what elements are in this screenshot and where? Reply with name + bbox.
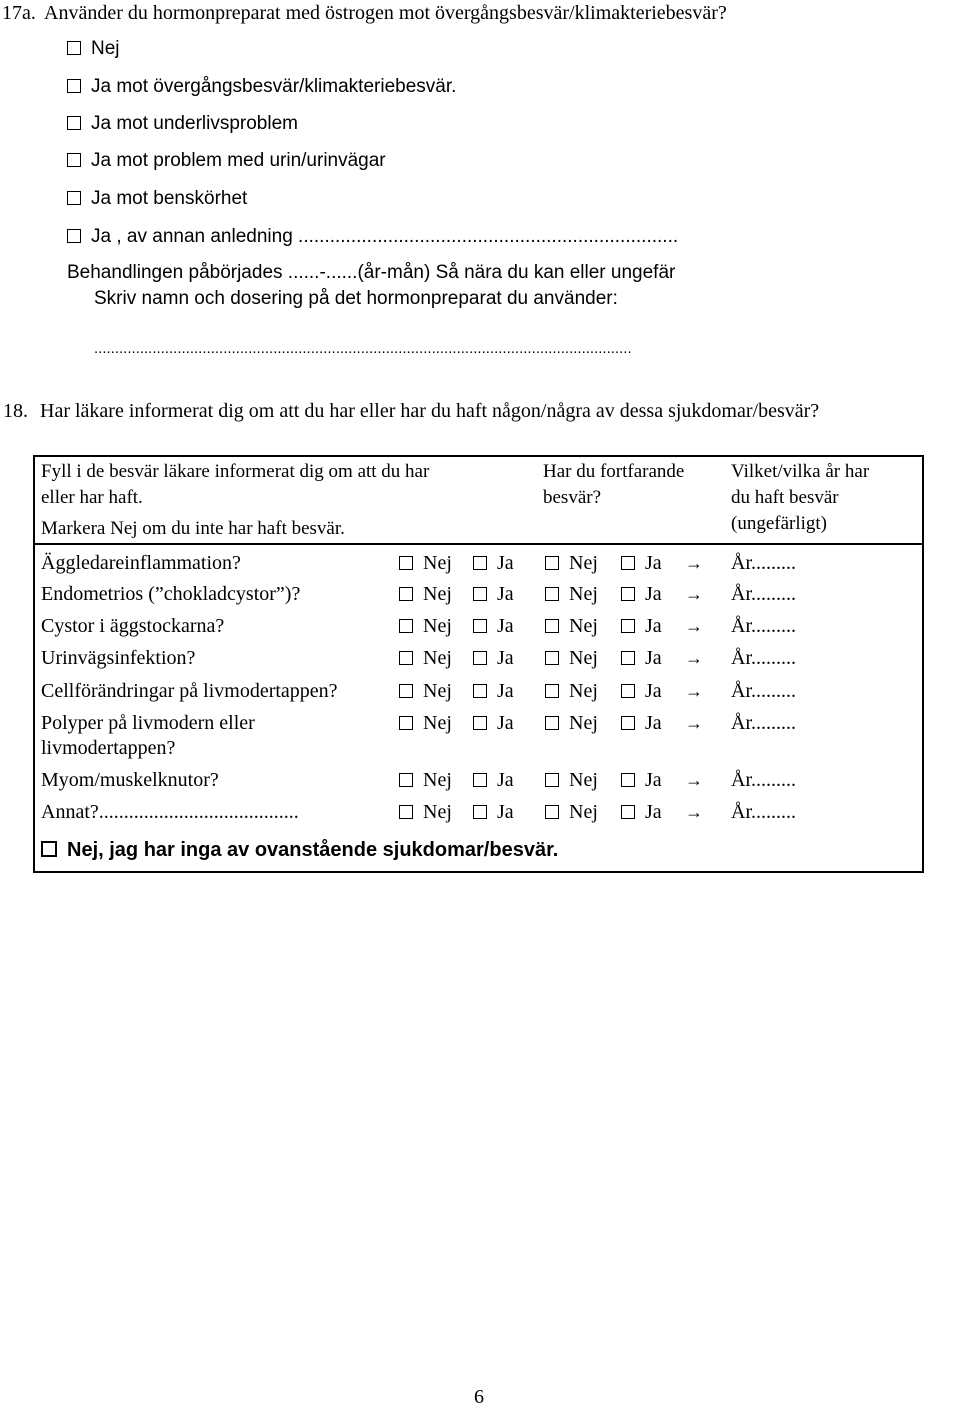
q18-table xyxy=(33,455,924,873)
q17a-option-genital[interactable]: Ja mot underlivsproblem xyxy=(67,113,298,135)
checkbox-icon[interactable] xyxy=(399,587,413,601)
row-label: Cellförändringar på livmodertappen? xyxy=(41,680,338,702)
arrow-right-icon: → xyxy=(685,584,703,604)
current-yes-checkbox[interactable]: Ja xyxy=(473,801,514,824)
still-no-checkbox[interactable]: Nej xyxy=(545,801,598,824)
checkbox-icon[interactable] xyxy=(41,841,57,857)
checkbox-icon[interactable] xyxy=(545,805,559,819)
current-no-checkbox[interactable]: Nej xyxy=(399,769,452,792)
arrow-right-icon: → xyxy=(685,648,703,668)
year-field[interactable]: År......... xyxy=(731,552,796,574)
q17a-option-no[interactable]: Nej xyxy=(67,38,120,60)
checkbox-icon[interactable] xyxy=(545,684,559,698)
row-label: Annat?........................................ xyxy=(41,801,299,823)
q17a-answer-line[interactable]: ................................................................................................................................. xyxy=(94,340,632,357)
still-no-checkbox[interactable]: Nej xyxy=(545,769,598,792)
current-yes-checkbox[interactable]: Ja xyxy=(473,647,514,670)
q18-question: Har läkare informerat dig om att du har eller har du haft någon/några av dessa sjukdomar/besvär? xyxy=(40,400,820,422)
current-no-checkbox[interactable]: Nej xyxy=(399,801,452,824)
q17a-number: 17a. xyxy=(2,2,36,24)
checkbox-icon[interactable] xyxy=(67,153,81,167)
year-field[interactable]: År......... xyxy=(731,712,796,734)
checkbox-icon[interactable] xyxy=(621,684,635,698)
checkbox-icon[interactable] xyxy=(473,556,487,570)
still-yes-checkbox[interactable]: Ja xyxy=(621,615,662,638)
current-no-checkbox[interactable]: Nej xyxy=(399,712,452,735)
still-yes-checkbox[interactable]: Ja xyxy=(621,583,662,606)
still-no-checkbox[interactable]: Nej xyxy=(545,615,598,638)
checkbox-icon[interactable] xyxy=(399,651,413,665)
checkbox-icon[interactable] xyxy=(399,805,413,819)
checkbox-icon[interactable] xyxy=(545,773,559,787)
checkbox-icon[interactable] xyxy=(545,556,559,570)
header-col3: Vilket/vilka år har du haft besvär (ungefärligt) xyxy=(731,461,870,534)
year-field[interactable]: År......... xyxy=(731,583,796,605)
checkbox-icon[interactable] xyxy=(67,79,81,93)
q18-number: 18. xyxy=(3,400,28,422)
row-label: Äggledareinflammation? xyxy=(41,552,241,574)
current-no-checkbox[interactable]: Nej xyxy=(399,552,452,575)
year-field[interactable]: År......... xyxy=(731,647,796,669)
checkbox-icon[interactable] xyxy=(545,651,559,665)
current-yes-checkbox[interactable]: Ja xyxy=(473,615,514,638)
checkbox-icon[interactable] xyxy=(621,716,635,730)
checkbox-icon[interactable] xyxy=(399,684,413,698)
checkbox-icon[interactable] xyxy=(473,587,487,601)
q17a-option-other[interactable]: Ja , av annan anledning ........................................................................ xyxy=(67,226,678,248)
current-yes-checkbox[interactable]: Ja xyxy=(473,552,514,575)
checkbox-icon[interactable] xyxy=(473,716,487,730)
still-yes-checkbox[interactable]: Ja xyxy=(621,712,662,735)
checkbox-icon[interactable] xyxy=(67,191,81,205)
still-yes-checkbox[interactable]: Ja xyxy=(621,647,662,670)
arrow-right-icon: → xyxy=(685,553,703,573)
checkbox-icon[interactable] xyxy=(67,229,81,243)
still-no-checkbox[interactable]: Nej xyxy=(545,647,598,670)
checkbox-icon[interactable] xyxy=(545,716,559,730)
arrow-right-icon: → xyxy=(685,681,703,701)
none-option[interactable]: Nej, jag har inga av ovanstående sjukdomar/besvär. xyxy=(41,839,558,862)
current-no-checkbox[interactable]: Nej xyxy=(399,680,452,703)
current-yes-checkbox[interactable]: Ja xyxy=(473,769,514,792)
checkbox-icon[interactable] xyxy=(621,587,635,601)
checkbox-icon[interactable] xyxy=(621,805,635,819)
still-no-checkbox[interactable]: Nej xyxy=(545,583,598,606)
arrow-right-icon: → xyxy=(685,713,703,733)
checkbox-icon[interactable] xyxy=(621,651,635,665)
year-field[interactable]: År......... xyxy=(731,615,796,637)
arrow-right-icon: → xyxy=(685,770,703,790)
checkbox-icon[interactable] xyxy=(545,619,559,633)
still-yes-checkbox[interactable]: Ja xyxy=(621,769,662,792)
row-label: Polyper på livmodern eller livmodertappen? xyxy=(41,712,255,759)
checkbox-icon[interactable] xyxy=(399,773,413,787)
header-col1: Fyll i de besvär läkare informerat dig om att du har eller har haft. Markera Nej om du inte har haft besvär. xyxy=(41,461,430,539)
checkbox-icon[interactable] xyxy=(399,619,413,633)
checkbox-icon[interactable] xyxy=(473,619,487,633)
checkbox-icon[interactable] xyxy=(399,556,413,570)
q17a-option-urinary[interactable]: Ja mot problem med urin/urinvägar xyxy=(67,150,386,172)
q17a-option-menopause[interactable]: Ja mot övergångsbesvär/klimakteriebesvär. xyxy=(67,76,456,98)
checkbox-icon[interactable] xyxy=(621,556,635,570)
checkbox-icon[interactable] xyxy=(621,619,635,633)
still-yes-checkbox[interactable]: Ja xyxy=(621,552,662,575)
checkbox-icon[interactable] xyxy=(473,684,487,698)
current-no-checkbox[interactable]: Nej xyxy=(399,647,452,670)
row-label: Myom/muskelknutor? xyxy=(41,769,219,791)
row-label: Urinvägsinfektion? xyxy=(41,647,196,669)
still-no-checkbox[interactable]: Nej xyxy=(545,552,598,575)
current-yes-checkbox[interactable]: Ja xyxy=(473,680,514,703)
q17a-question: Använder du hormonpreparat med östrogen mot övergångsbesvär/klimakteriebesvär? xyxy=(44,2,727,24)
still-yes-checkbox[interactable]: Ja xyxy=(621,801,662,824)
page-number: 6 xyxy=(474,1386,484,1408)
checkbox-icon[interactable] xyxy=(621,773,635,787)
checkbox-icon[interactable] xyxy=(473,773,487,787)
current-no-checkbox[interactable]: Nej xyxy=(399,583,452,606)
header-col2: Har du fortfarande besvär? xyxy=(543,461,685,508)
checkbox-icon[interactable] xyxy=(67,116,81,130)
header-divider xyxy=(35,543,922,545)
still-no-checkbox[interactable]: Nej xyxy=(545,712,598,735)
checkbox-icon[interactable] xyxy=(473,805,487,819)
current-yes-checkbox[interactable]: Ja xyxy=(473,583,514,606)
row-label: Cystor i äggstockarna? xyxy=(41,615,225,637)
checkbox-icon[interactable] xyxy=(399,716,413,730)
arrow-right-icon: → xyxy=(685,616,703,636)
q17a-started-line[interactable]: Behandlingen påbörjades ......-......(år-mån) Så nära du kan eller ungefär xyxy=(67,262,676,283)
arrow-right-icon: → xyxy=(685,802,703,822)
row-label: Endometrios (”chokladcystor”)? xyxy=(41,583,301,605)
q17a-instruction: Skriv namn och dosering på det hormonpreparat du använder: xyxy=(94,288,618,309)
year-field[interactable]: År......... xyxy=(731,769,796,791)
current-no-checkbox[interactable]: Nej xyxy=(399,615,452,638)
still-no-checkbox[interactable]: Nej xyxy=(545,680,598,703)
year-field[interactable]: År......... xyxy=(731,801,796,823)
current-yes-checkbox[interactable]: Ja xyxy=(473,712,514,735)
year-field[interactable]: År......... xyxy=(731,680,796,702)
checkbox-icon[interactable] xyxy=(473,651,487,665)
checkbox-icon[interactable] xyxy=(545,587,559,601)
still-yes-checkbox[interactable]: Ja xyxy=(621,680,662,703)
checkbox-icon[interactable] xyxy=(67,41,81,55)
q17a-option-osteoporosis[interactable]: Ja mot benskörhet xyxy=(67,188,247,210)
